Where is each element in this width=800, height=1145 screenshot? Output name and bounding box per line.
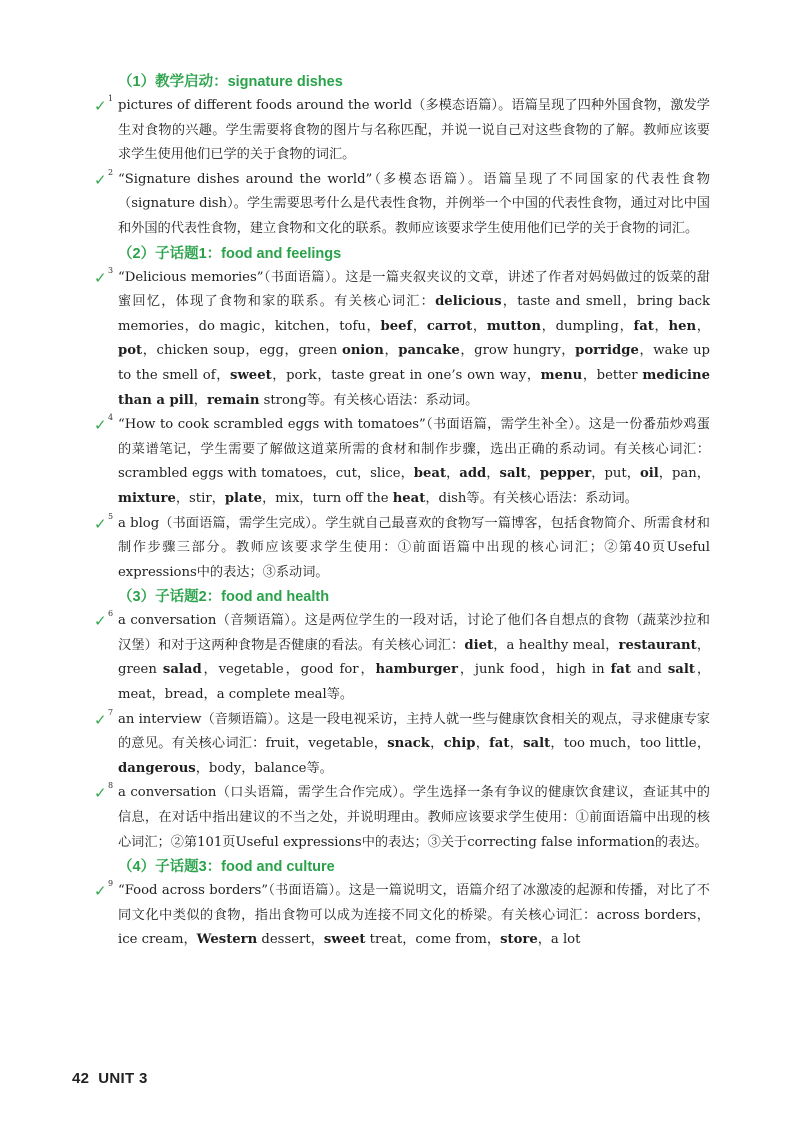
text-segment: ， [475,736,490,752]
item-number: 7 [108,707,114,717]
text-segment: ，put， [591,466,640,482]
core-vocab-term: delicious [435,294,502,310]
core-vocab-term: fat [610,662,631,678]
core-vocab-term: salt [523,736,551,752]
text-segment: ，green [118,637,711,678]
text-segment: ， [509,736,524,752]
core-vocab-term: mixture [118,490,176,506]
item-marker [94,266,116,291]
text-item [94,707,711,782]
core-vocab-term: fat [489,736,510,752]
text-segment: “Food across borders”（书面语篇）。这是一篇说明文，语篇介绍了冰激凌的起源和传播，对比了不同文化中类似的食物，指出食物可以成为连接不同文化的桥梁。有关核心词汇：across borders，ice cream， [118,883,710,948]
text-item [94,94,710,168]
text-segment: ， [486,466,500,482]
text-segment: ，vegetable，good for， [201,662,376,678]
core-vocab-term: carrot [426,318,473,334]
text-segment: ， [472,318,487,334]
item-number: 6 [108,609,114,619]
check-icon: ✓ [94,97,107,115]
text-segment: ，junk food，high in [457,662,611,678]
core-vocab-term: menu [540,367,583,383]
core-vocab-term: restaurant [618,637,697,653]
core-vocab-term: oil [639,466,659,482]
item-marker [94,512,116,537]
core-vocab-term: salt [499,466,527,482]
core-vocab-term: snack [387,736,430,752]
core-vocab-term: store [500,932,538,948]
item-number: 8 [108,781,114,791]
text-segment: ，stir， [175,490,225,506]
text-segment: ，wake up to the smell of， [118,343,711,383]
text-segment: an interview（音频语篇）。这是一段电视采访，主持人就一些与健康饮食相关的观点，寻求健康专家的意见。有关核心词汇：fruit，vegetable， [118,711,710,752]
text-segment: a conversation（音频语篇）。这是两位学生的一段对话，讨论了他们各自想点的食物（蔬菜沙拉和汉堡）和对于这两种食物是否健康的看法。有关核心词汇： [118,613,710,653]
check-icon: ✓ [94,612,107,631]
section-heading: （1）教学启动：signature dishes [118,74,343,90]
item-marker [94,879,116,904]
text-segment: “Delicious memories”（书面语篇）。这是一篇夹叙夹议的文章，讲述了作者对妈妈做过的饭菜的甜蜜回忆，体现了食物和家的联系。有关核心词汇： [118,269,710,310]
item-number: 1 [108,94,114,103]
core-vocab-term: heat [392,490,426,506]
text-segment: ， [696,318,710,334]
core-vocab-term: medicine than a pill [118,367,710,408]
item-number: 2 [108,167,114,177]
item-marker [94,413,116,438]
core-vocab-term: hen [668,318,697,334]
text-segment: strong等。有关核心语法：系动词。 [259,392,479,408]
text-segment: ，mix，turn off the [262,490,393,506]
text-item [94,511,710,586]
core-vocab-term: dangerous [118,760,196,776]
text-segment: ，a lot [537,932,581,948]
item-marker [94,168,116,193]
core-vocab-term: plate [224,490,263,506]
page-footer [72,1070,157,1087]
core-vocab-term: fat [633,318,654,334]
core-vocab-term: sweet [323,932,366,948]
item-number: 4 [108,413,114,423]
core-vocab-term: salad [162,662,202,678]
text-item [94,879,710,953]
text-segment: “Signature dishes around the world”（多模态语篇）。语篇呈现了不同国家的代表性食物（signature dish）。学生需要思考什么是代表性食物，并例举一个中国的代表性食物，通过对比中国和外国的代表性食物，建立食物和文化的联系。教师应该要求学生使用他们已学的关于食物的词汇。 [118,171,710,236]
check-icon: ✓ [94,514,107,533]
text-segment: ，better [582,367,643,383]
text-segment: treat，come from， [365,932,501,948]
text-segment: ，taste and smell，bring back memories，do magic，kitchen，tofu， [118,294,711,334]
text-segment: ， [383,343,399,359]
check-icon: ✓ [94,416,107,435]
item-number: 9 [108,879,114,889]
core-vocab-term: beat [413,466,447,482]
section-heading: （2）子话题1：food and feelings [118,245,342,262]
section-heading: （4）子话题3：food and culture [118,859,335,876]
check-icon: ✓ [94,882,107,901]
text-item [94,413,710,511]
text-segment: ，body，balance等。 [195,760,333,776]
text-item [94,781,710,855]
core-vocab-term: porridge [575,343,639,359]
text-segment: a conversation（口头语篇，需学生合作完成）。学生选择一条有争议的健康饮食建议，查证其中的信息，在对话中指出建议的不当之处，并说明理由。教师应该要求学生使用：①前面语篇中出现的核心词汇；②第101页Useful expressions中的表达；③关于correcting false information的表达。 [118,785,710,850]
core-vocab-term: Western [196,932,258,948]
item-marker [94,609,116,634]
text-segment: ，dish等。有关核心语法：系动词。 [425,490,638,506]
text-segment: ， [526,466,540,482]
item-marker [94,781,116,806]
core-vocab-term: pancake [398,343,460,359]
text-segment: ，dumpling， [540,318,634,334]
text-segment: ，pan， [658,466,710,482]
text-segment: ，chicken soup，egg，green [142,343,343,359]
text-segment: ，too much，too little， [550,736,711,752]
text-item [94,167,710,242]
core-vocab-term: sweet [230,367,272,383]
text-item [94,609,711,707]
item-marker [94,94,116,119]
text-segment: ，meat，bread，a complete meal等。 [118,662,711,703]
text-segment: a blog（书面语篇，需学生完成）。学生就自己最喜欢的食物写一篇博客，包括食物简介、所需食材和制作步骤三部分。教师应该要求学生使用：①前面语篇中出现的核心词汇；②第40页Useful expressions中的表达；③系动词。 [118,515,710,580]
text-item [94,265,711,414]
text-segment: ，a healthy meal， [493,637,619,653]
check-icon: ✓ [94,268,107,287]
check-icon: ✓ [94,784,107,803]
text-segment: pictures of different foods around the world（多模态语篇）。语篇呈现了四种外国食物，激发学生对食物的兴趣。学生需要将食物的图片与名称匹配，并说一说自己对这些食物的了解。教师应该要求学生使用他们已学的关于食物的词汇。 [118,98,710,163]
core-vocab-term: remain [206,392,260,408]
text-segment: ，pork，taste great in one’s own way， [271,367,541,383]
text-segment: ， [429,736,444,752]
text-segment: ， [412,318,427,334]
core-vocab-term: hamburger [375,662,458,678]
text-segment: ，grow hungry， [459,343,576,359]
text-segment: “How to cook scrambled eggs with tomatoes”（书面语篇，需学生补全）。这是一份番茄炒鸡蛋的菜谱笔记，学生需要了解做这道菜所需的食材和制作步骤，选出正确的系动词。有关核心词汇：scrambled eggs with tomatoes，cut，slice， [118,417,710,482]
text-segment: ， [653,318,669,334]
core-vocab-term: add [459,466,487,482]
section-heading: （3）子话题2：food and health [118,589,330,606]
item-number: 3 [108,265,114,275]
unit-label: UNIT 3 [98,1070,148,1087]
check-icon: ✓ [94,710,107,729]
core-vocab-term: pepper [539,466,592,482]
core-vocab-term: chip [443,736,476,752]
core-vocab-term: beef [380,318,413,334]
text-segment: ， [446,466,460,482]
core-vocab-term: pot [118,343,143,359]
core-vocab-term: salt [667,662,695,678]
core-vocab-term: mutton [486,318,541,334]
page-number: 42 [72,1070,90,1087]
core-vocab-term: diet [464,637,494,653]
core-vocab-term: onion [342,343,384,359]
item-marker [94,708,116,733]
document-body [94,70,711,953]
check-icon: ✓ [94,170,107,189]
text-segment: dessert， [257,932,324,948]
item-number: 5 [108,511,114,521]
text-segment: and [630,662,668,678]
text-segment: ， [193,392,207,408]
